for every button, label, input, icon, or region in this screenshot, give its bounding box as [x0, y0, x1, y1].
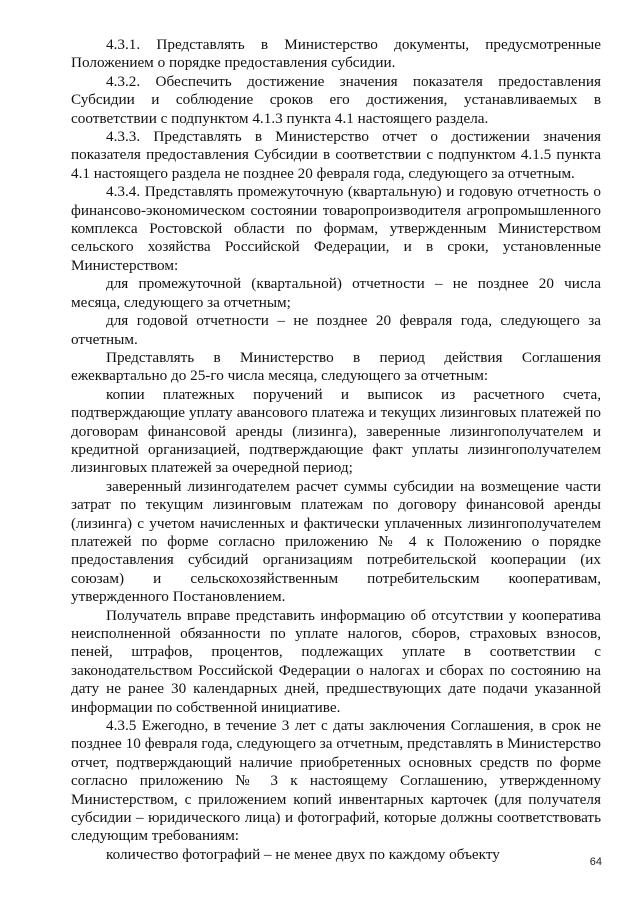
paragraph-photo-requirements: количество фотографий – не менее двух по каждому объекту — [106, 845, 500, 863]
paragraph-tax-information: Получатель вправе представить информацию об отсутствии у кооператива неисполненной обязанности по уплате налогов, сборов, страховых взносов, пеней, штрафов, процентов, подлежащих уплате в соответствии с законодательством Российской Федерации о налогах и сборах по состоянию на дату не ранее 30 календарных дней, предшествующих дате подачи указанной информации по собственной инициативе. — [71, 606, 601, 716]
paragraph-quarterly-reporting: для промежуточной (квартальной) отчетности – не позднее 20 числа месяца, следующего за отчетным; — [71, 275, 601, 311]
paragraph-payment-copies: копии платежных поручений и выписок из расчетного счета, подтверждающие уплату авансового платежа и текущих лизинговых платежей по договорам финансовой аренды (лизинга), заверенные лизингополучателем и кредитной организацией, подтверждающие факт уплаты лизингополучателем лизинговых платежей за очередной период; — [71, 385, 601, 477]
paragraph-4-3-2: 4.3.2. Обеспечить достижение значения показателя предоставления Субсидии и соблюдение сроков его достижения, устанавливаемых в соответствии с подпунктом 4.1.3 пункта 4.1 настоящего раздела. — [71, 72, 601, 127]
page-number: 64 — [589, 856, 602, 868]
paragraph-4-3-4: 4.3.4. Представлять промежуточную (квартальную) и годовую отчетность о финансово-экономическом состоянии товаропроизводителя агропромышленного комплекса Ростовской области по формам, утвержденным Министерством сельского хозяйства Российской Федерации, и в сроки, установленные Министерством: — [71, 183, 601, 274]
paragraph-4-3-3: 4.3.3. Представлять в Министерство отчет о достижении значения показателя предоставления Субсидии в соответствии с подпунктом 4.1.5 пункта 4.1 настоящего раздела не позднее 20 февраля года, следующего за отчетным. — [71, 128, 601, 182]
paragraph-quarterly-submission: Представлять в Министерство в период действия Соглашения ежеквартально до 25-го числа месяца, следующего за отчетным: — [71, 348, 601, 385]
paragraph-4-3-1: 4.3.1. Представлять в Министерство документы, предусмотренные Положением о порядке предоставления субсидии. — [71, 36, 601, 72]
paragraph-4-3-5: 4.3.5 Ежегодно, в течение 3 лет с даты заключения Соглашения, в срок не позднее 10 февраля года, следующего за отчетным, представлять в Министерство отчет, подтверждающий наличие приобретенных основных средств по форме согласно приложению № 3 к настоящему Соглашению, утвержденному Министерством, с приложением копий инвентарных карточек (для получателя субсидии – юридического лица) и фотографий, которые должны соответствовать следующим требованиям: — [71, 717, 601, 845]
paragraph-subsidy-calculation: заверенный лизингодателем расчет суммы субсидии на возмещение части затрат по текущим лизинговым платежам по договору финансовой аренды (лизинга) с учетом начисленных и фактически уплаченных лизингополучателем платежей по форме согласно приложению № 4 к Положению о порядке предоставления субсидий организациям потребительской кооперации (их союзам) и сельскохозяйственным потребительским кооперативам, утвержденного Постановлением. — [71, 477, 601, 606]
document-page — [71, 36, 601, 864]
paragraph-annual-reporting: для годовой отчетности – не позднее 20 февраля года, следующего за отчетным. — [71, 312, 601, 348]
